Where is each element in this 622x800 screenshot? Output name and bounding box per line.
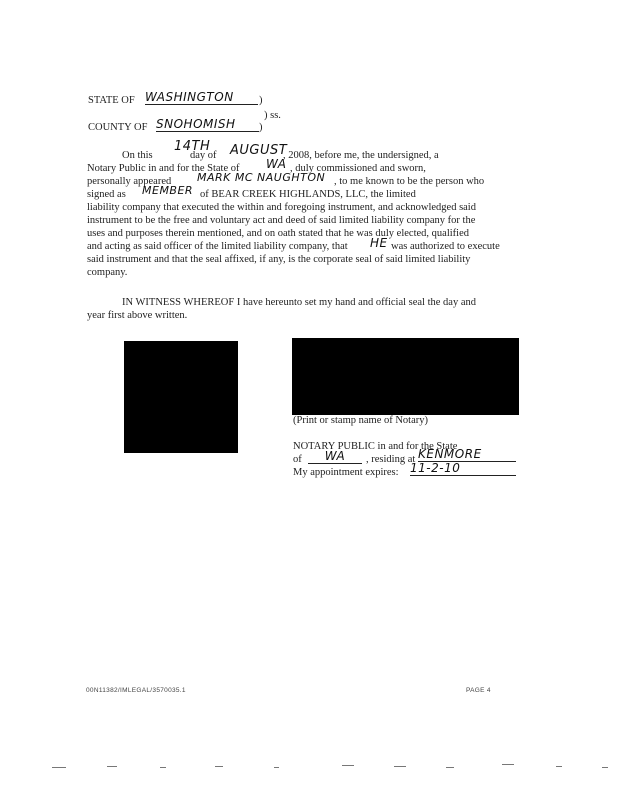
paren-bottom: )	[259, 122, 263, 133]
state-label: STATE OF	[88, 95, 135, 106]
notary-name-caption: (Print or stamp name of Notary)	[293, 415, 429, 426]
ack-line2-b: , duly commissioned and sworn,	[290, 163, 426, 174]
paren-top: )	[259, 95, 263, 106]
witness-line1: IN WITNESS WHEREOF I have hereunto set my hand and official seal the day and	[122, 297, 476, 308]
ack-line1-b: day of	[190, 150, 217, 161]
scan-speck	[160, 767, 166, 768]
notary-expires-label: My appointment expires:	[293, 467, 399, 478]
ack-line1-a: On this	[122, 150, 153, 161]
ss-label: ) ss.	[264, 110, 281, 121]
scan-speck	[602, 767, 608, 768]
county-label: COUNTY OF	[88, 122, 148, 133]
ack-line3-a: personally appeared	[87, 176, 172, 187]
notary-residence-value: KENMORE	[418, 447, 516, 462]
ack-title-value: MEMBER	[142, 184, 194, 197]
ack-line10: company.	[87, 267, 128, 278]
ack-line3-b: , to me known to be the person who	[334, 176, 485, 187]
notary-public-line: NOTARY PUBLIC in and for the State	[293, 441, 458, 452]
notary-state-value: WA	[308, 449, 362, 464]
scan-speck	[274, 767, 279, 768]
scan-speck	[502, 764, 514, 765]
ack-line1-c: , 2008, before me, the undersigned, a	[283, 150, 439, 161]
county-value: SNOHOMISH	[156, 117, 259, 132]
scan-speck	[446, 767, 454, 768]
ack-line2-a: Notary Public in and for the State of	[87, 163, 240, 174]
ack-person-value: MARK MC NAUGHTON	[197, 171, 326, 184]
ack-line8-b: was authorized to execute	[391, 241, 500, 252]
footer-doc-id: 00N11382/IMLEGAL/3570035.1	[86, 687, 186, 694]
ack-line7-a: uses and purposes therein mentioned, and on oath stated that he was duly elected, qualified	[87, 228, 469, 239]
scan-speck	[52, 767, 66, 768]
state-value: WASHINGTON	[145, 90, 258, 105]
notary-of-label: of	[293, 454, 302, 465]
scan-speck	[556, 766, 562, 767]
scan-speck	[215, 766, 223, 767]
ack-line4-a: signed as	[87, 189, 126, 200]
ack-line8-a: and acting as said officer of the limited liability company, that	[87, 241, 348, 252]
footer-page: PAGE 4	[466, 687, 491, 694]
witness-line2: year first above written.	[87, 310, 188, 321]
ack-line4-b: of BEAR CREEK HIGHLANDS, LLC, the limited	[200, 189, 416, 200]
ack-state-value: WA	[266, 157, 287, 171]
ack-line6: instrument to be the free and voluntary act and deed of said limited liability company for the	[87, 215, 476, 226]
scan-speck	[342, 765, 354, 766]
ack-day-value: 14TH	[174, 139, 211, 154]
ack-line5: liability company that executed the within and foregoing instrument, and acknowledged said	[87, 202, 476, 213]
notary-residing-label: , residing at	[366, 454, 416, 465]
scan-speck	[107, 766, 117, 767]
ack-pronoun-value: HE	[370, 236, 388, 250]
redacted-notary-signature-block	[292, 338, 519, 415]
ack-month-value: AUGUST	[230, 143, 288, 158]
ack-line9: said instrument and that the seal affixed, if any, is the corporate seal of said limited liability	[87, 254, 471, 265]
notary-expires-value: 11-2-10	[410, 461, 516, 476]
scan-speck	[394, 766, 406, 767]
redacted-seal-block	[124, 341, 238, 453]
